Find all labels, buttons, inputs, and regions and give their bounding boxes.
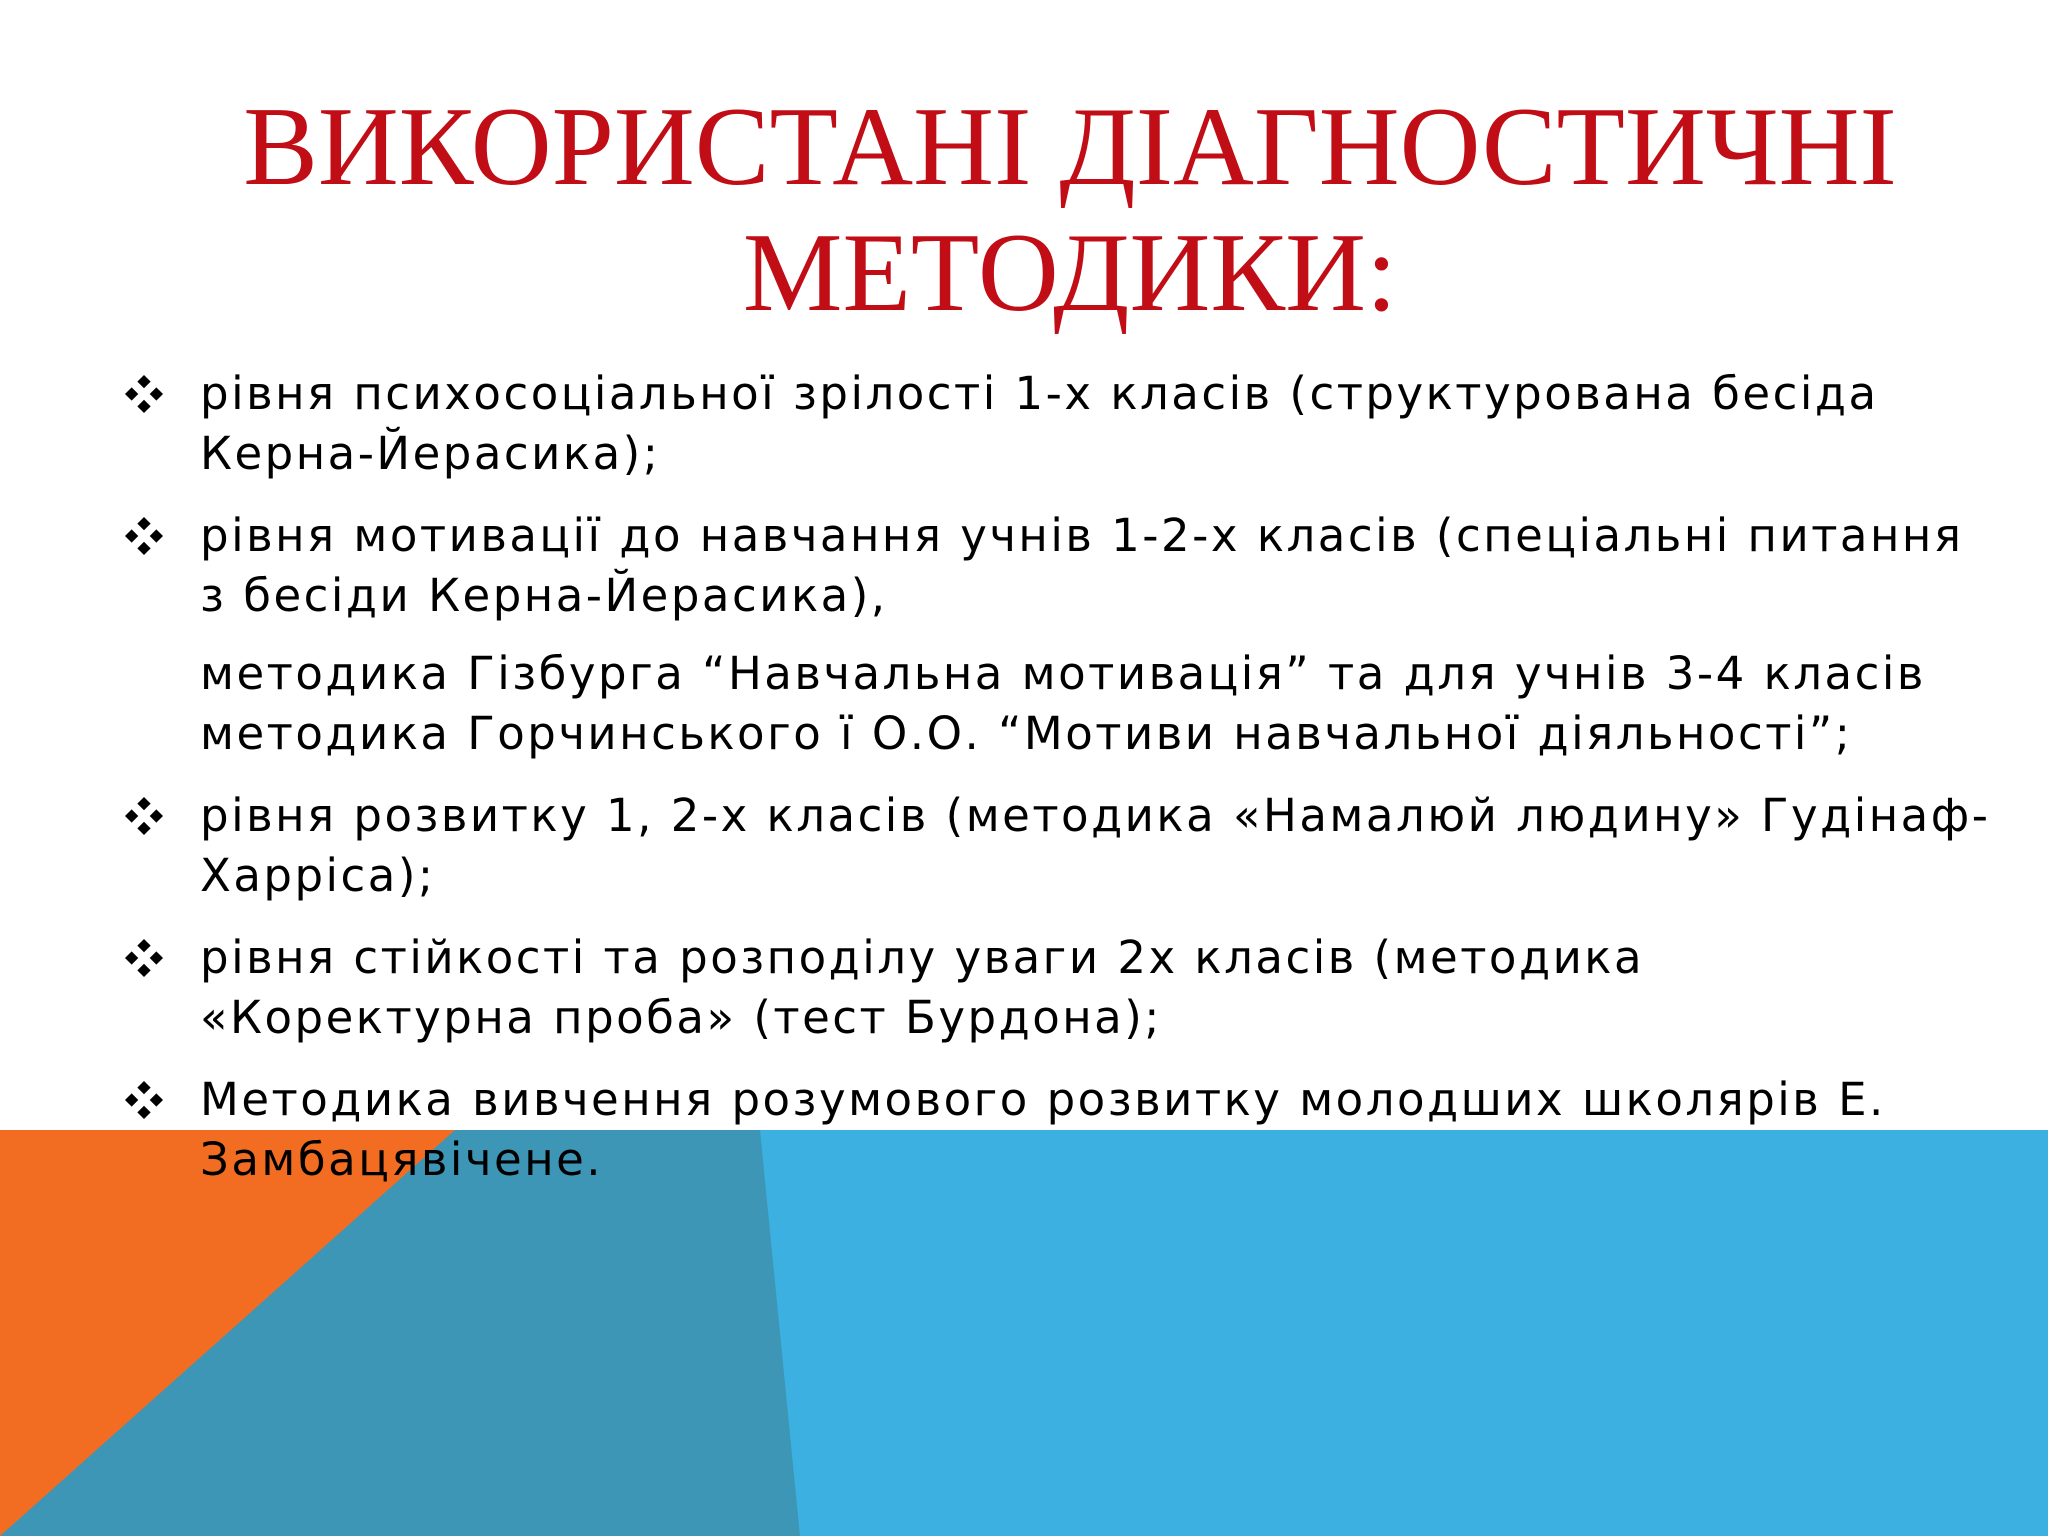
list-item-text: рівня стійкості та розподілу уваги 2х класів (методика «Коректурна проба» (тест Бурдона); bbox=[200, 931, 1645, 1044]
list-item-text: рівня мотивації до навчання учнів 1-2-х класів (спеціальні питання з бесіди Керна-Йерасика), bbox=[200, 509, 1964, 622]
diamond-bullet-icon bbox=[125, 1081, 163, 1119]
diamond-bullet-icon bbox=[125, 375, 163, 413]
list-item bbox=[125, 506, 1995, 626]
list-item-continuation bbox=[125, 644, 1995, 764]
title-line-1: ВИКОРИСТАНІ ДІАГНОСТИЧНІ bbox=[243, 85, 1897, 209]
list-item-text: методика Гізбурга “Навчальна мотивація” та для учнів 3-4 класів методика Горчинського ї О.О. “Мотиви навчальної діяльності”; bbox=[200, 647, 1926, 760]
list-item bbox=[125, 786, 1995, 906]
diamond-bullet-icon bbox=[125, 939, 163, 977]
list-item bbox=[125, 364, 1995, 484]
slide-title bbox=[200, 84, 1940, 336]
list-item-text: рівня психосоціальної зрілості 1-х класів (структурована бесіда Керна-Йерасика); bbox=[200, 367, 1879, 480]
list-item-text: Методика вивчення розумового розвитку молодших школярів Е. Замбацявічене. bbox=[200, 1073, 1886, 1186]
list-item-text: рівня розвитку 1, 2-х класів (методика «Намалюй людину» Гудінаф-Харріса); bbox=[200, 789, 1991, 902]
title-line-2: МЕТОДИКИ: bbox=[742, 211, 1398, 335]
list-item bbox=[125, 928, 1995, 1048]
methods-list bbox=[125, 364, 1995, 1212]
list-item bbox=[125, 1070, 1995, 1190]
diamond-bullet-icon bbox=[125, 797, 163, 835]
diamond-bullet-icon bbox=[125, 517, 163, 555]
